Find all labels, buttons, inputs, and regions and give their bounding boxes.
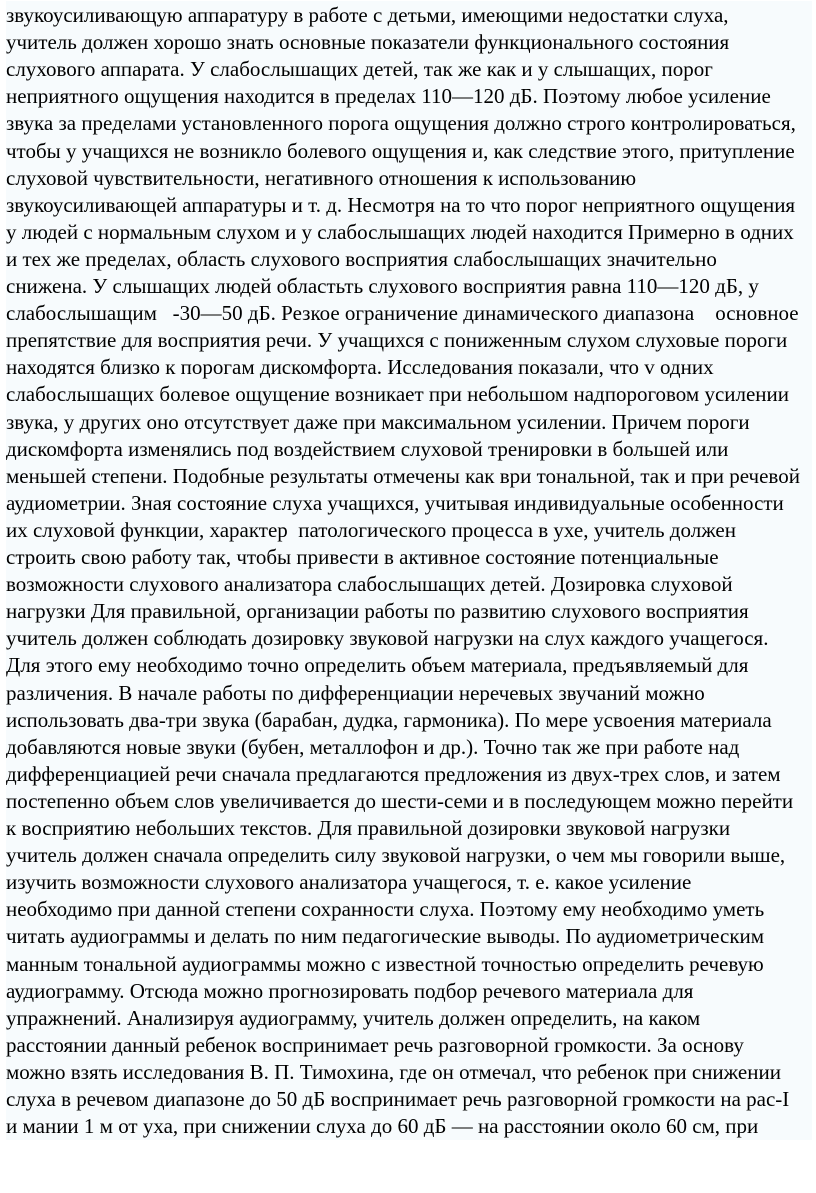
text-line: звукоусиливающей аппаратуры и т. д. Несмотря на то что порог неприятного ощущения: [6, 191, 812, 219]
text-line: добавляются новые звуки (бубен, металлофон и др.). Точно так же при работе над: [6, 733, 812, 761]
text-line: звука за пределами установленного порога ощущения должно строго контролироваться,: [6, 109, 812, 137]
text-line: слуховой чувствительности, негативного отношения к использованию: [6, 164, 812, 192]
text-line: аудиометрии. Зная состояние слуха учащихся, учитывая индивидуальные особенности: [6, 489, 812, 517]
text-line: использовать два-три звука (барабан, дудка, гармоника). По мере усвоения материала: [6, 706, 812, 734]
text-line: учитель должен соблюдать дозировку звуковой нагрузки на слух каждого учащегося.: [6, 624, 812, 652]
text-line: необходимо при данной степени сохранности слуха. Поэтому ему необходимо уметь: [6, 895, 812, 923]
text-line: слуха в речевом диапазоне до 50 дБ воспринимает речь разговорной громкости на рас-I: [6, 1085, 812, 1113]
text-line: звука, у других оно отсутствует даже при максимальном усилении. Причем пороги: [6, 408, 812, 436]
text-line: дифференциацией речи сначала предлагаются предложения из двух-трех слов, и затем: [6, 760, 812, 788]
text-line: изучить возможности слухового анализатора учащегося, т. е. какое усиление: [6, 868, 812, 896]
text-line: звукоусиливающую аппаратуру в работе с детьми, имеющими недостатки слуха,: [6, 1, 812, 29]
text-line: аудиограмму. Отсюда можно прогнозировать подбор речевого материала для: [6, 977, 812, 1005]
text-line: Для этого ему необходимо точно определить объем материала, предъявляемый для: [6, 651, 812, 679]
text-line: слабослышащих болевое ощущение возникает при небольшом надпороговом усилении: [6, 380, 812, 408]
text-line: и мании 1 м от уха, при снижении слуха до 60 дБ — на расстоянии около 60 см, при: [6, 1112, 812, 1140]
text-line: чтобы у учащихся не возникло болевого ощущения и, как следствие этого, притупление: [6, 137, 812, 165]
text-line: их слуховой функции, характер патологического процесса в ухе, учитель должен: [6, 516, 812, 544]
text-line: снижена. У слышащих людей областьть слухового восприятия равна 110—120 дБ, у: [6, 272, 812, 300]
text-line: можно взять исследования В. П. Тимохина, где он отмечал, что ребенок при снижении: [6, 1058, 812, 1086]
text-line: слабослышащим -30—50 дБ. Резкое ограничение динамического диапазона основное: [6, 299, 812, 327]
text-line: постепенно объем слов увеличивается до шести-семи и в последующем можно перейти: [6, 787, 812, 815]
text-line: у людей с нормальным слухом и у слабослышащих людей находится Примерно в одних: [6, 218, 812, 246]
text-line: расстоянии данный ребенок воспринимает речь разговорной громкости. За основу: [6, 1031, 812, 1059]
text-line: упражнений. Анализируя аудиограмму, учитель должен определить, на каком: [6, 1004, 812, 1032]
text-line: учитель должен хорошо знать основные показатели функционального состояния: [6, 28, 812, 56]
text-line: нагрузки Для правильной, организации работы по развитию слухового восприятия: [6, 597, 812, 625]
text-line: различения. В начале работы по дифференциации неречевых звучаний можно: [6, 679, 812, 707]
text-line: меньшей степени. Подобные результаты отмечены как ври тональной, так и при речевой: [6, 462, 812, 490]
text-line: возможности слухового анализатора слабослышащих детей. Дозировка слуховой: [6, 570, 812, 598]
text-line: читать аудиограммы и делать по ним педагогические выводы. По аудиометрическим: [6, 922, 812, 950]
text-line: неприятного ощущения находится в пределах 110—120 дБ. Поэтому любое усиление: [6, 82, 812, 110]
text-line: учитель должен сначала определить силу звуковой нагрузки, о чем мы говорили выше,: [6, 841, 812, 869]
text-line: манным тональной аудиограммы можно с известной точностью определить речевую: [6, 950, 812, 978]
text-line: препятствие для восприятия речи. У учащихся с пониженным слухом слуховые пороги: [6, 326, 812, 354]
text-line: дискомфорта изменялись под воздействием слуховой тренировки в большей или: [6, 435, 812, 463]
text-line: строить свою работу так, чтобы привести в активное состояние потенциальные: [6, 543, 812, 571]
text-line: находятся близко к порогам дискомфорта. Исследования показали, что v одних: [6, 353, 812, 381]
text-line: слухового аппарата. У слабослышащих детей, так же как и у слышащих, порог: [6, 55, 812, 83]
text-line: к восприятию небольших текстов. Для правильной дозировки звуковой нагрузки: [6, 814, 812, 842]
text-line: и тех же пределах, область слухового восприятия слабослышащих значительно: [6, 245, 812, 273]
